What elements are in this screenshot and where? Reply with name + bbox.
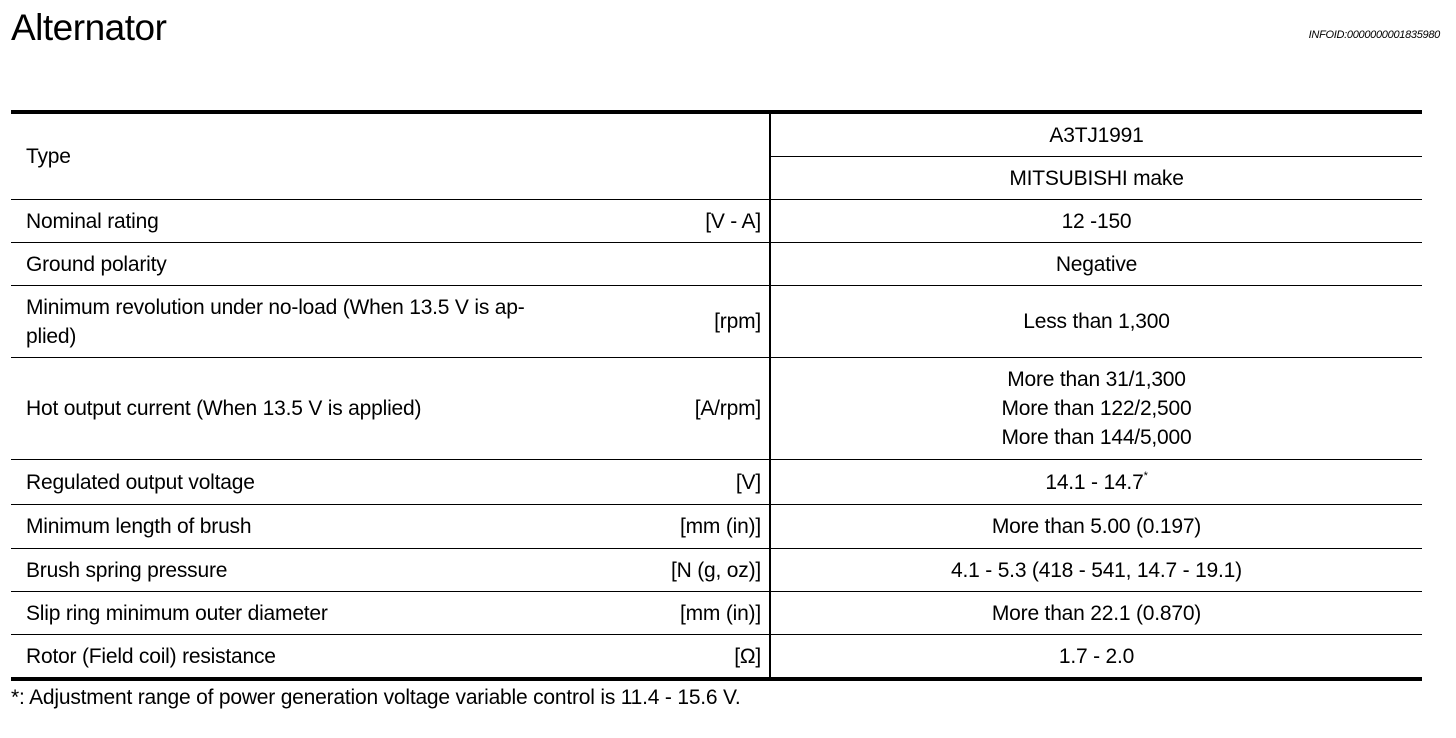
param-cell [11,460,770,505]
table-row-type-1 [11,112,1422,157]
param-name-rotor-resistance: Rotor (Field coil) resistance [26,644,276,668]
table-row-rotor-resistance [11,635,1422,680]
value-regulated-output-voltage [770,460,1422,505]
table-row-ground-polarity [11,243,1422,286]
param-name-nominal-rating: Nominal rating [26,209,159,233]
param-unit-regulated-output-voltage: [V] [735,470,761,494]
param-name-hot-output-current: Hot output current (When 13.5 V is applied) [26,397,422,420]
param-name-ground-polarity: Ground polarity [26,252,167,276]
table-row-nominal-rating [11,200,1422,243]
param-cell [11,243,770,286]
param-unit-brush-spring-pressure: [N (g, oz)] [671,558,761,582]
value-text: 14.1 - 14.7 [1045,470,1144,494]
param-cell [11,286,770,358]
table-row-regulated-output-voltage [11,460,1422,505]
param-cell [11,505,770,549]
param-unit-minimum-revolution: [rpm] [714,310,761,333]
table-row-minimum-length-of-brush [11,505,1422,549]
param-unit-minimum-length-of-brush: [mm (in)] [679,515,761,538]
value-slip-ring-diameter: More than 22.1 (0.870) [770,592,1422,635]
param-cell [11,112,770,200]
info-id: INFOID:0000000001835980 [1308,29,1440,41]
footnote-mark: * [1143,469,1148,482]
value-type-make: MITSUBISHI make [770,157,1422,200]
table-row-slip-ring-diameter [11,592,1422,635]
param-unit-nominal-rating: [V - A] [705,209,761,233]
param-cell [11,592,770,635]
value-line: More than 122/2,500 [1001,397,1192,420]
value-line: More than 144/5,000 [1001,426,1192,449]
value-type-model: A3TJ1991 [1049,123,1144,147]
param-unit-rotor-resistance: [Ω] [734,644,761,668]
param-name-line: plied) [26,324,77,348]
value-brush-spring-pressure: 4.1 - 5.3 (418 - 541, 14.7 - 19.1) [770,549,1422,592]
param-unit-slip-ring-diameter: [mm (in)] [679,601,761,625]
value-minimum-length-of-brush: More than 5.00 (0.197) [770,505,1422,549]
param-cell [11,549,770,592]
value-rotor-resistance: 1.7 - 2.0 [770,635,1422,680]
param-name-line: Minimum revolution under no-load (When 13.5 V is ap- [26,295,525,319]
value-line: More than 31/1,300 [1007,368,1186,391]
param-name-brush-spring-pressure: Brush spring pressure [26,558,228,582]
param-name-minimum-revolution [26,293,616,351]
param-name-regulated-output-voltage: Regulated output voltage [26,470,255,494]
value-hot-output-current [770,358,1422,460]
param-cell [11,635,770,680]
param-cell [11,200,770,243]
param-name-minimum-length-of-brush: Minimum length of brush [26,515,252,538]
value-nominal-rating: 12 -150 [770,200,1422,243]
page-title: Alternator [11,7,167,48]
param-name-type: Type [26,145,71,168]
table-row-brush-spring-pressure [11,549,1422,592]
table-row-hot-output-current [11,358,1422,460]
specification-table [11,110,1422,681]
param-cell [11,358,770,460]
table-row-minimum-revolution [11,286,1422,358]
footnote: *: Adjustment range of power generation voltage variable control is 11.4 - 15.6 V. [11,686,741,709]
value-minimum-revolution: Less than 1,300 [770,286,1422,358]
value-ground-polarity: Negative [770,243,1422,286]
param-name-slip-ring-diameter: Slip ring minimum outer diameter [26,601,328,625]
param-unit-hot-output-current: [A/rpm] [694,397,761,420]
